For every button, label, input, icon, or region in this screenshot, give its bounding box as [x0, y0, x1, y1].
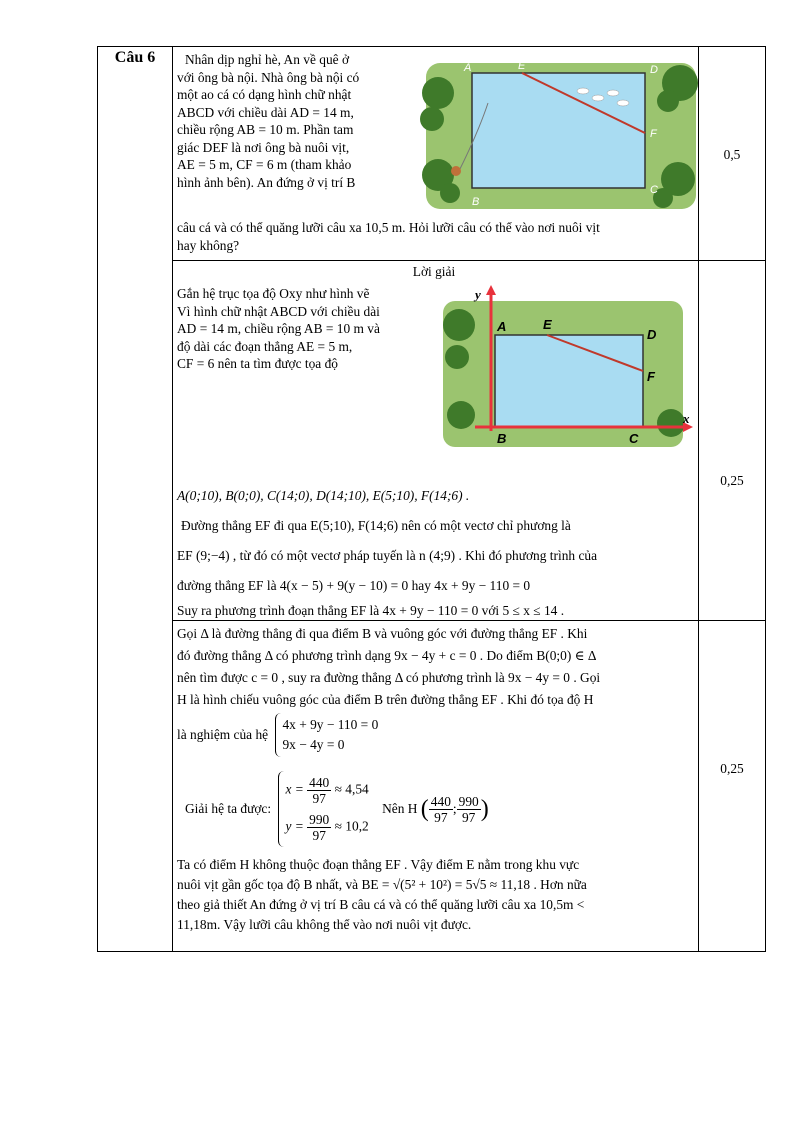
question-line: ABCD với chiều dài AD = 14 m, [177, 104, 354, 120]
solution-line: nuôi vịt gần gốc tọa độ B nhất, và BE = √(5² + 10²) = 5√5 ≈ 11,18 . Hơn nữa [177, 877, 587, 892]
solution-line: AD = 14 m, chiều rộng AB = 10 m và [177, 321, 380, 336]
y-axis-label: y [475, 287, 481, 302]
question-line: Nhân dịp nghỉ hè, An về quê ở [185, 52, 350, 67]
solution-line: Đường thẳng EF đi qua E(5;10), F(14;6) nên có một vectơ chỉ phương là [181, 518, 571, 533]
y-approx: ≈ 10,2 [334, 818, 369, 834]
system-prefix: là nghiệm của hệ [177, 727, 269, 742]
label-b: B [472, 196, 480, 208]
solution-line: theo giả thiết An đứng ở vị trí B câu cá và có thể quăng lưỡi câu xa 10,5m < [177, 897, 585, 912]
solution-line: Gắn hệ trục tọa độ Oxy như hình vẽ [177, 286, 370, 301]
y-fraction [307, 812, 331, 843]
x-label: x = [285, 781, 304, 797]
h-y-numerator: 990 [458, 793, 479, 809]
label-f: F [650, 128, 657, 140]
label-c: C [629, 431, 639, 446]
h-y-fraction [457, 794, 481, 825]
x-approx: ≈ 4,54 [334, 781, 369, 797]
solution-title: Lời giải [412, 264, 456, 279]
solution1-cell [173, 261, 699, 621]
score: 0,5 [723, 147, 741, 162]
h-prefix: Nên H [382, 801, 418, 816]
solution-line: Suy ra phương trình đoạn thẳng EF là 4x + 9y − 110 = 0 với 5 ≤ x ≤ 14 . [177, 603, 565, 618]
label-e: E [543, 317, 552, 332]
question-line: AE = 5 m, CF = 6 m (tham khảo [177, 157, 352, 172]
question-label-cell [98, 47, 173, 952]
y-label: y = [285, 818, 304, 834]
h-x-fraction [429, 794, 453, 825]
label-d: D [647, 327, 657, 342]
solution-line: EF (9;−4) , từ đó có một vectơ pháp tuyến là n (4;9) . Khi đó phương trình của [177, 548, 598, 563]
question-cell [173, 47, 699, 261]
label-e: E [518, 60, 526, 72]
y-denominator: 97 [312, 828, 326, 843]
solution-line: Ta có điểm H không thuộc đoạn thẳng EF . Vậy điểm E nằm trong khu vực [177, 857, 580, 872]
y-numerator: 990 [309, 812, 330, 827]
solve-prefix: Giải hệ ta được: [185, 801, 272, 816]
solution-line: Gọi Δ là đường thẳng đi qua điểm B và vuông góc với đường thẳng EF . Khi [177, 626, 588, 641]
equation-system [275, 713, 378, 757]
answer-table [97, 46, 766, 952]
score-cell [699, 621, 766, 952]
system-block [177, 713, 694, 757]
coordinate-illustration [435, 285, 695, 447]
fisher-figure [451, 166, 461, 176]
question-line: với ông bà nội. Nhà ông bà nội có [177, 69, 360, 85]
solution-line: đó đường thẳng Δ có phương trình dạng 9x − 4y + c = 0 . Do điểm B(0;0) ∈ Δ [177, 648, 597, 663]
coordinates: A(0;10), B(0;0), C(14;0), D(14;10), E(5;10), F(14;6) . [177, 488, 470, 503]
solution-line: H là hình chiếu vuông góc của điểm B trên đường thẳng EF . Khi đó tọa độ H [177, 692, 594, 707]
score-cell [699, 261, 766, 621]
question-line: chiều rộng AB = 10 m. Phần tam [177, 122, 354, 137]
x-numerator: 440 [309, 775, 330, 790]
h-y-denominator: 97 [461, 809, 476, 825]
label-f: F [647, 369, 655, 384]
label-b: B [497, 431, 507, 446]
system-eq2: 9x − 4y = 0 [282, 737, 345, 752]
question-line: câu cá và có thể quăng lưỡi câu xa 10,5 m. Hỏi lưỡi câu có thể vào nơi nuôi vịt [177, 220, 600, 235]
question-line: giác DEF là nơi ông bà nuôi vịt, [177, 139, 350, 155]
solution2-cell [173, 621, 699, 952]
solution-system [278, 771, 368, 847]
score: 0,25 [720, 761, 744, 776]
system-eq1: 4x + 9y − 110 = 0 [282, 717, 379, 732]
solution-block: Giải hệ ta được: x = $\frac{440}{97}$ ≈ 4,54 y = $\frac{990}{97}$ ≈ 10,2 Nên H ( $\frac{440}{97}$ ; $\frac{990}{97}$ ) [177, 771, 694, 847]
solution-line: đường thẳng EF là 4(x − 5) + 9(y − 10) = 0 hay 4x + 9y − 110 = 0 [177, 578, 531, 593]
label-d: D [650, 64, 658, 76]
label-a: A [497, 319, 507, 334]
score: 0,25 [720, 473, 744, 488]
h-x-numerator: 440 [430, 793, 451, 809]
question-label: Câu 6 [114, 49, 156, 66]
solution-line: độ dài các đoạn thẳng AE = 5 m, [177, 338, 353, 354]
label-a: A [464, 62, 472, 74]
h-x-denominator: 97 [434, 809, 448, 825]
label-c: C [650, 184, 658, 196]
solution-line: 11,18m. Vậy lưỡi câu không thể vào nơi nuôi vịt được. [177, 917, 472, 932]
solution-line: CF = 6 nên ta tìm được tọa độ [177, 356, 338, 371]
question-line: hình ảnh bên). An đứng ở vị trí B [177, 174, 356, 190]
score-cell [699, 47, 766, 261]
pond-illustration [418, 53, 700, 211]
question-line: một ao cá có dạng hình chữ nhật [177, 87, 352, 102]
x-fraction [307, 775, 331, 806]
solution-line: Vì hình chữ nhật ABCD với chiều dài [177, 303, 380, 319]
question-line: hay không? [177, 237, 240, 253]
x-denominator: 97 [312, 791, 326, 806]
solution-line: nên tìm được c = 0 , suy ra đường thẳng Δ có phương trình là 9x − 4y = 0 . Gọi [177, 670, 601, 685]
x-axis-label: x [683, 411, 690, 426]
